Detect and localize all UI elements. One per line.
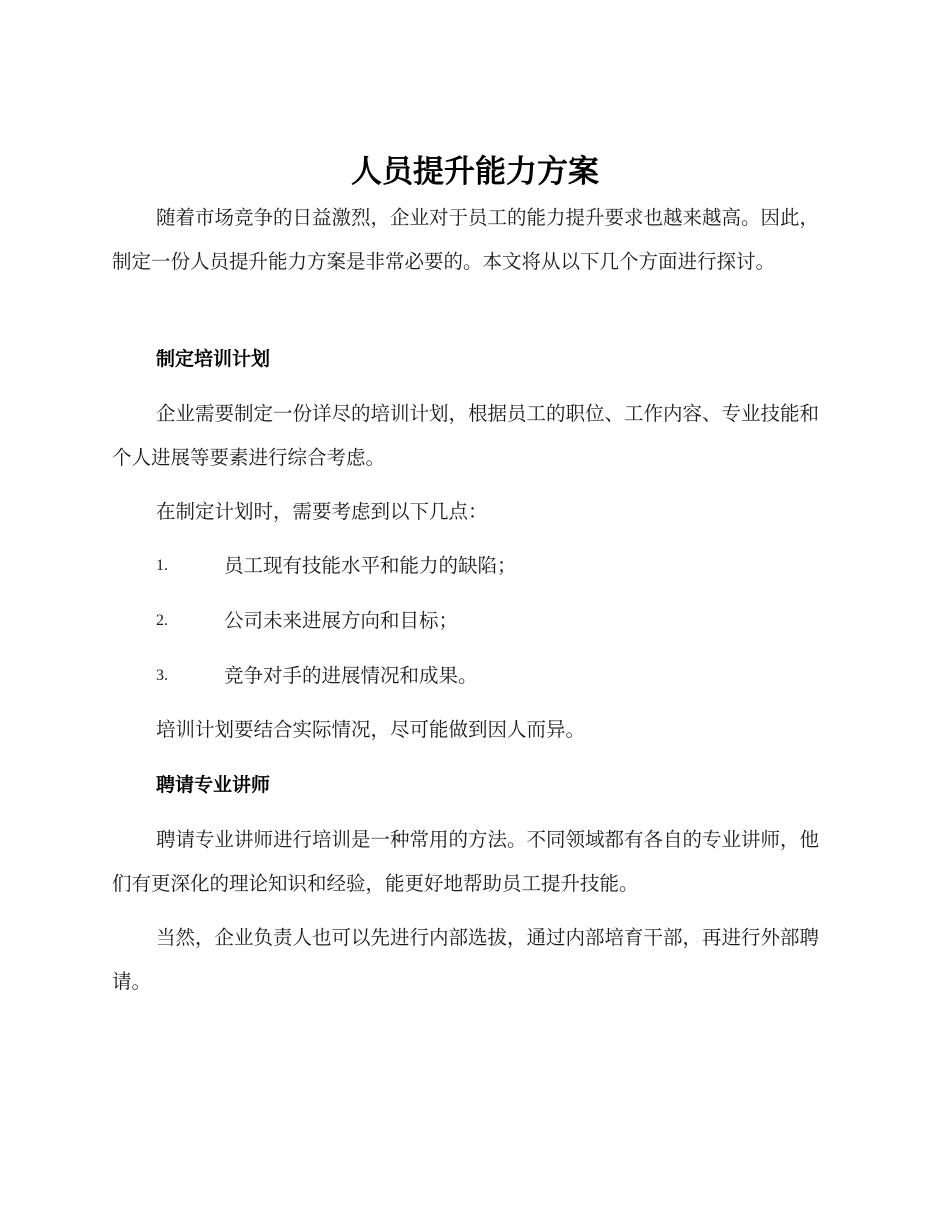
list-text: 员工现有技能水平和能力的缺陷；: [224, 554, 517, 577]
list-number: 1.: [156, 557, 168, 574]
section-heading-hire-lecturers: 聘请专业讲师: [156, 774, 271, 796]
list-number: 2.: [156, 612, 168, 629]
list-item: [156, 661, 836, 691]
list-text: 公司未来进展方向和目标；: [224, 609, 459, 632]
hire-lecturers-paragraph: 聘请专业讲师进行培训是一种常用的方法。不同领域都有各自的专业讲师，他们有更深化的理论知识和经验，能更好地帮助员工提升技能。: [112, 828, 820, 895]
section-heading-training-plan: 制定培训计划: [156, 348, 271, 370]
list-item: [156, 551, 836, 581]
training-plan-summary-paragraph: 培训计划要结合实际情况，尽可能做到因人而异。: [156, 718, 586, 741]
list-item: [156, 606, 836, 636]
internal-selection-paragraph: 当然，企业负责人也可以先进行内部选拔，通过内部培育干部，再进行外部聘请。: [112, 926, 820, 993]
document-title: 人员提升能力方案: [351, 154, 599, 190]
list-number: 3.: [156, 667, 168, 684]
training-plan-paragraph: 企业需要制定一份详尽的培训计划，根据员工的职位、工作内容、专业技能和个人进展等要素进行综合考虑。: [112, 402, 820, 469]
intro-paragraph: 随着市场竞争的日益激烈，企业对于员工的能力提升要求也越来越高。因此，制定一份人员提升能力方案是非常必要的。本文将从以下几个方面进行探讨。: [112, 206, 820, 273]
list-text: 竞争对手的进展情况和成果。: [224, 664, 478, 687]
considerations-intro-paragraph: 在制定计划时，需要考虑到以下几点：: [156, 500, 488, 523]
